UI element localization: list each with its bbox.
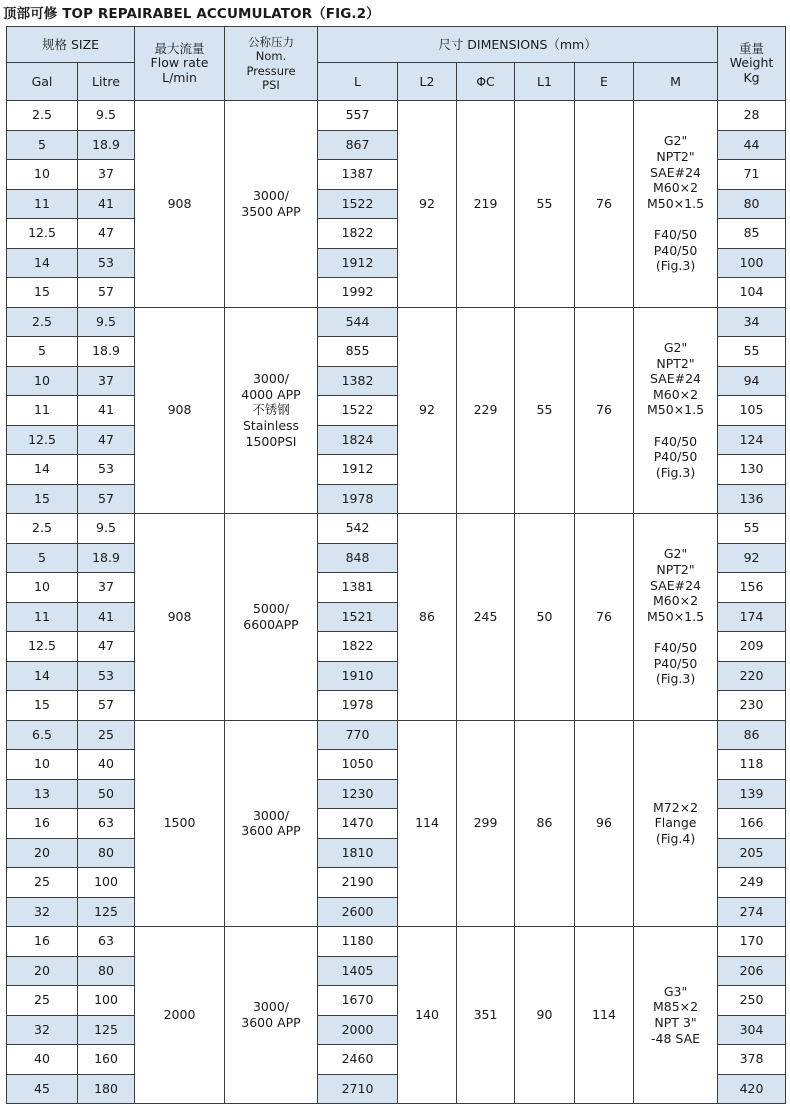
gal-cell: 11 [7, 396, 78, 426]
l2-cell: 86 [398, 514, 457, 721]
gal-header: Gal [7, 63, 78, 101]
phic-cell: 351 [457, 927, 515, 1104]
length-cell: 557 [318, 101, 398, 131]
length-cell: 1381 [318, 573, 398, 603]
length-cell: 1978 [318, 691, 398, 721]
e-cell: 76 [575, 514, 634, 721]
pressure-cell: 3000/ 4000 APP 不锈钢 Stainless 1500PSI [225, 307, 318, 514]
e-cell: 76 [575, 101, 634, 308]
l1-cell: 55 [515, 307, 575, 514]
gal-cell: 25 [7, 868, 78, 898]
l1-cell: 86 [515, 720, 575, 927]
weight-cell: 136 [718, 484, 786, 514]
weight-cell: 28 [718, 101, 786, 131]
weight-cell: 139 [718, 779, 786, 809]
page-title: 顶部可修 TOP REPAIRABEL ACCUMULATOR（FIG.2） [3, 6, 380, 22]
l1-cell: 90 [515, 927, 575, 1104]
phic-cell: 219 [457, 101, 515, 308]
e-header: E [575, 63, 634, 101]
litre-cell: 37 [78, 366, 135, 396]
weight-cell: 118 [718, 750, 786, 780]
weight-cell: 130 [718, 455, 786, 485]
litre-cell: 160 [78, 1045, 135, 1075]
litre-cell: 41 [78, 189, 135, 219]
gal-cell: 15 [7, 484, 78, 514]
gal-cell: 10 [7, 750, 78, 780]
weight-cell: 170 [718, 927, 786, 957]
length-cell: 1521 [318, 602, 398, 632]
litre-cell: 125 [78, 1015, 135, 1045]
length-cell: 1382 [318, 366, 398, 396]
length-cell: 2600 [318, 897, 398, 927]
length-cell: 1824 [318, 425, 398, 455]
l1-cell: 50 [515, 514, 575, 721]
litre-cell: 9.5 [78, 514, 135, 544]
flow-rate-cell: 1500 [135, 720, 225, 927]
weight-cell: 105 [718, 396, 786, 426]
connection-m-cell: G3" M85×2 NPT 3" -48 SAE [634, 927, 718, 1104]
litre-cell: 63 [78, 809, 135, 839]
pressure-header: 公称压力 Nom. Pressure PSI [225, 27, 318, 101]
gal-cell: 16 [7, 809, 78, 839]
length-cell: 1180 [318, 927, 398, 957]
length-cell: 544 [318, 307, 398, 337]
litre-cell: 47 [78, 632, 135, 662]
litre-cell: 100 [78, 868, 135, 898]
litre-cell: 41 [78, 602, 135, 632]
pressure-cell: 3000/ 3600 APP [225, 720, 318, 927]
l2-cell: 92 [398, 101, 457, 308]
litre-cell: 100 [78, 986, 135, 1016]
gal-cell: 10 [7, 366, 78, 396]
length-cell: 2000 [318, 1015, 398, 1045]
litre-cell: 37 [78, 160, 135, 190]
gal-cell: 14 [7, 455, 78, 485]
gal-cell: 11 [7, 602, 78, 632]
weight-cell: 100 [718, 248, 786, 278]
weight-cell: 174 [718, 602, 786, 632]
connection-m-cell: G2" NPT2" SAE#24 M60×2 M50×1.5 F40/50 P40/50 (Fig.3) [634, 307, 718, 514]
spec-table-body [7, 101, 786, 1104]
table-row [7, 307, 786, 337]
length-cell: 2710 [318, 1074, 398, 1104]
l1-cell: 55 [515, 101, 575, 308]
weight-cell: 249 [718, 868, 786, 898]
pressure-cell: 3000/ 3600 APP [225, 927, 318, 1104]
flow-rate-cell: 908 [135, 307, 225, 514]
length-cell: 855 [318, 337, 398, 367]
m-header: M [634, 63, 718, 101]
litre-cell: 47 [78, 219, 135, 249]
table-row [7, 720, 786, 750]
l2-cell: 140 [398, 927, 457, 1104]
length-cell: 1822 [318, 632, 398, 662]
gal-cell: 14 [7, 661, 78, 691]
weight-cell: 124 [718, 425, 786, 455]
table-row [7, 514, 786, 544]
phic-cell: 299 [457, 720, 515, 927]
length-cell: 2190 [318, 868, 398, 898]
weight-cell: 304 [718, 1015, 786, 1045]
length-cell: 1912 [318, 455, 398, 485]
litre-cell: 80 [78, 956, 135, 986]
gal-cell: 12.5 [7, 425, 78, 455]
weight-cell: 220 [718, 661, 786, 691]
phic-cell: 245 [457, 514, 515, 721]
weight-cell: 94 [718, 366, 786, 396]
litre-cell: 9.5 [78, 307, 135, 337]
litre-cell: 18.9 [78, 337, 135, 367]
length-cell: 1822 [318, 219, 398, 249]
weight-cell: 71 [718, 160, 786, 190]
weight-cell: 104 [718, 278, 786, 308]
phic-cell: 229 [457, 307, 515, 514]
length-cell: 1910 [318, 661, 398, 691]
gal-cell: 45 [7, 1074, 78, 1104]
accumulator-spec-table [6, 26, 786, 1104]
litre-cell: 50 [78, 779, 135, 809]
weight-cell: 34 [718, 307, 786, 337]
weight-cell: 209 [718, 632, 786, 662]
table-row [7, 927, 786, 957]
gal-cell: 10 [7, 160, 78, 190]
length-cell: 1387 [318, 160, 398, 190]
l-header: L [318, 63, 398, 101]
gal-cell: 25 [7, 986, 78, 1016]
length-cell: 1992 [318, 278, 398, 308]
length-cell: 770 [318, 720, 398, 750]
weight-header: 重量 Weight Kg [718, 27, 786, 101]
length-cell: 1470 [318, 809, 398, 839]
length-cell: 542 [318, 514, 398, 544]
weight-cell: 85 [718, 219, 786, 249]
table-row [7, 101, 786, 131]
length-cell: 1978 [318, 484, 398, 514]
litre-cell: 37 [78, 573, 135, 603]
gal-cell: 20 [7, 956, 78, 986]
litre-cell: 40 [78, 750, 135, 780]
gal-cell: 6.5 [7, 720, 78, 750]
litre-cell: 18.9 [78, 543, 135, 573]
gal-cell: 32 [7, 1015, 78, 1045]
connection-m-cell: G2" NPT2" SAE#24 M60×2 M50×1.5 F40/50 P40/50 (Fig.3) [634, 101, 718, 308]
weight-cell: 250 [718, 986, 786, 1016]
gal-cell: 40 [7, 1045, 78, 1075]
e-cell: 76 [575, 307, 634, 514]
l2-header: L2 [398, 63, 457, 101]
litre-cell: 53 [78, 248, 135, 278]
flow-rate-cell: 908 [135, 101, 225, 308]
gal-cell: 2.5 [7, 307, 78, 337]
flow-rate-cell: 2000 [135, 927, 225, 1104]
weight-cell: 274 [718, 897, 786, 927]
litre-cell: 63 [78, 927, 135, 957]
weight-cell: 166 [718, 809, 786, 839]
pressure-cell: 5000/ 6600APP [225, 514, 318, 721]
weight-cell: 80 [718, 189, 786, 219]
gal-cell: 2.5 [7, 514, 78, 544]
gal-cell: 12.5 [7, 219, 78, 249]
gal-cell: 2.5 [7, 101, 78, 131]
l2-cell: 114 [398, 720, 457, 927]
litre-cell: 180 [78, 1074, 135, 1104]
litre-cell: 80 [78, 838, 135, 868]
litre-cell: 53 [78, 455, 135, 485]
weight-cell: 378 [718, 1045, 786, 1075]
phi-c-header: ΦC [457, 63, 515, 101]
e-cell: 114 [575, 927, 634, 1104]
litre-cell: 125 [78, 897, 135, 927]
length-cell: 1810 [318, 838, 398, 868]
weight-cell: 44 [718, 130, 786, 160]
gal-cell: 5 [7, 543, 78, 573]
gal-cell: 11 [7, 189, 78, 219]
weight-cell: 420 [718, 1074, 786, 1104]
litre-cell: 41 [78, 396, 135, 426]
length-cell: 2460 [318, 1045, 398, 1075]
litre-cell: 53 [78, 661, 135, 691]
length-cell: 1522 [318, 396, 398, 426]
dimensions-header: 尺寸 DIMENSIONS（mm） [318, 27, 718, 63]
gal-cell: 16 [7, 927, 78, 957]
gal-cell: 5 [7, 337, 78, 367]
flow-rate-cell: 908 [135, 514, 225, 721]
length-cell: 1230 [318, 779, 398, 809]
weight-cell: 205 [718, 838, 786, 868]
connection-m-cell: G2" NPT2" SAE#24 M60×2 M50×1.5 F40/50 P40/50 (Fig.3) [634, 514, 718, 721]
gal-cell: 15 [7, 691, 78, 721]
length-cell: 848 [318, 543, 398, 573]
litre-cell: 47 [78, 425, 135, 455]
length-cell: 867 [318, 130, 398, 160]
weight-cell: 92 [718, 543, 786, 573]
length-cell: 1522 [318, 189, 398, 219]
gal-cell: 10 [7, 573, 78, 603]
litre-cell: 18.9 [78, 130, 135, 160]
litre-cell: 25 [78, 720, 135, 750]
weight-cell: 206 [718, 956, 786, 986]
length-cell: 1405 [318, 956, 398, 986]
gal-cell: 14 [7, 248, 78, 278]
l1-header: L1 [515, 63, 575, 101]
connection-m-cell: M72×2 Flange (Fig.4) [634, 720, 718, 927]
weight-cell: 230 [718, 691, 786, 721]
weight-cell: 55 [718, 337, 786, 367]
weight-cell: 55 [718, 514, 786, 544]
length-cell: 1670 [318, 986, 398, 1016]
litre-cell: 57 [78, 484, 135, 514]
weight-cell: 156 [718, 573, 786, 603]
flow-rate-header: 最大流量 Flow rate L/min [135, 27, 225, 101]
litre-header: Litre [78, 63, 135, 101]
litre-cell: 57 [78, 691, 135, 721]
length-cell: 1912 [318, 248, 398, 278]
pressure-cell: 3000/ 3500 APP [225, 101, 318, 308]
length-cell: 1050 [318, 750, 398, 780]
gal-cell: 20 [7, 838, 78, 868]
litre-cell: 9.5 [78, 101, 135, 131]
weight-cell: 86 [718, 720, 786, 750]
gal-cell: 15 [7, 278, 78, 308]
size-header: 规格 SIZE [7, 27, 135, 63]
litre-cell: 57 [78, 278, 135, 308]
gal-cell: 32 [7, 897, 78, 927]
l2-cell: 92 [398, 307, 457, 514]
gal-cell: 12.5 [7, 632, 78, 662]
gal-cell: 5 [7, 130, 78, 160]
gal-cell: 13 [7, 779, 78, 809]
e-cell: 96 [575, 720, 634, 927]
